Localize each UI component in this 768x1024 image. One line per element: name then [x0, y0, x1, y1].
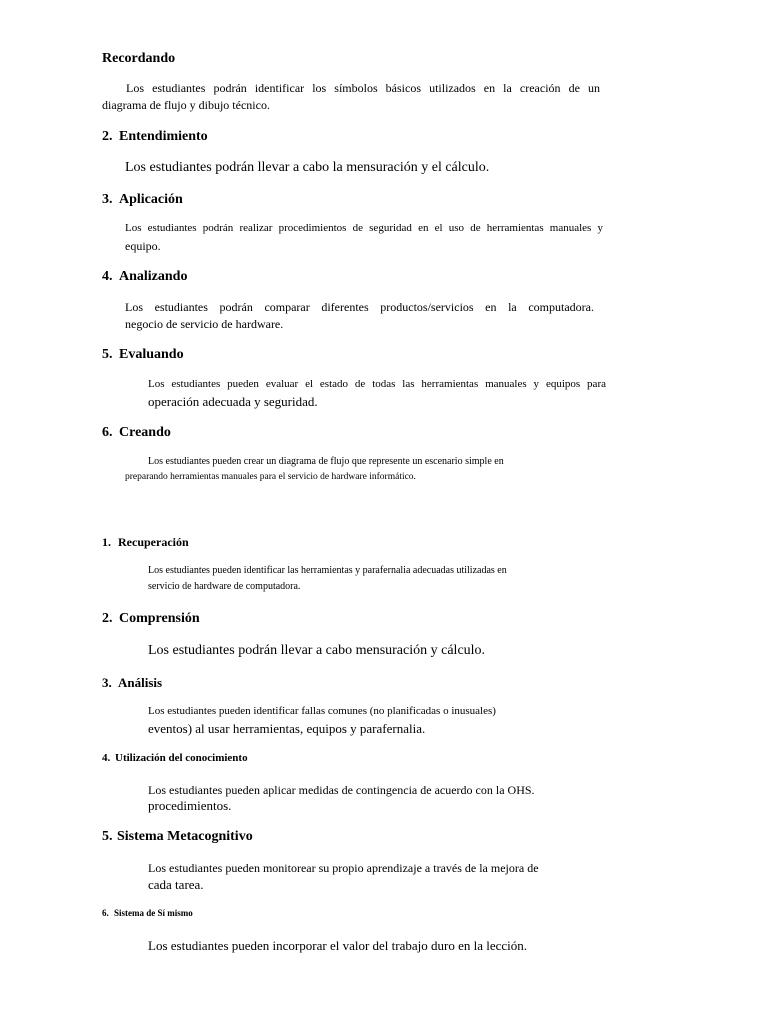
body-line: servicio de hardware de computadora.: [148, 581, 301, 592]
body-line: Los estudiantes pueden monitorear su propio aprendizaje a través de la mejora de: [148, 861, 539, 875]
heading-evaluando: Evaluando: [119, 347, 184, 362]
item-number: 5.: [102, 347, 113, 362]
body-line: Los estudiantes podrán llevar a cabo la mensuración y el cálculo.: [125, 160, 490, 175]
body-line: operación adecuada y seguridad.: [148, 394, 318, 409]
body-line: preparando herramientas manuales para el servicio de hardware informático.: [125, 472, 416, 482]
body-line: Los estudiantes pueden identificar fallas comunes (no planificadas o inusuales): [148, 705, 496, 717]
body-line: Los estudiantes pueden crear un diagrama de flujo que represente un escenario simple en: [148, 456, 504, 467]
body-line: procedimientos.: [148, 798, 232, 813]
item-number: 1.: [102, 535, 111, 549]
heading-aplicacion: Aplicación: [119, 192, 183, 207]
body-line: Los estudiantes podrán comparar diferentes productos/servicios en la computadora.: [125, 300, 594, 314]
body-line: Los estudiantes podrán llevar a cabo mensuración y cálculo.: [148, 643, 486, 658]
heading-recordando: Recordando: [102, 51, 176, 66]
heading-analizando: Analizando: [119, 269, 188, 284]
body-line: equipo.: [125, 239, 161, 253]
item-number: 2.: [102, 129, 113, 144]
heading-creando: Creando: [119, 425, 171, 440]
body-line: Los estudiantes podrán realizar procedimientos de seguridad en el uso de herramientas manuales y: [125, 222, 603, 234]
body-line: Los estudiantes pueden aplicar medidas de contingencia de acuerdo con la OHS.: [148, 783, 535, 797]
heading-utilizacion-conocimiento: Utilización del conocimiento: [115, 752, 248, 764]
item-number: 3.: [102, 675, 112, 690]
item-number: 5.: [102, 829, 113, 844]
body-line: eventos) al usar herramientas, equipos y parafernalia.: [148, 721, 426, 736]
heading-entendimiento: Entendimiento: [119, 129, 208, 144]
body-line: negocio de servicio de hardware.: [125, 317, 284, 331]
heading-analisis: Análisis: [118, 675, 163, 690]
body-line: Los estudiantes pueden identificar las herramientas y parafernalia adecuadas utilizadas en: [148, 565, 507, 576]
body-line: diagrama de flujo y dibujo técnico.: [102, 98, 270, 112]
item-number: 6.: [102, 908, 109, 918]
item-number: 2.: [102, 611, 113, 626]
body-line: Los estudiantes podrán identificar los símbolos básicos utilizados en la creación de un: [126, 81, 600, 95]
heading-sistema-si-mismo: Sistema de Sí mismo: [114, 908, 193, 918]
heading-sistema-metacognitivo: Sistema Metacognitivo: [117, 829, 253, 844]
item-number: 3.: [102, 192, 113, 207]
body-line: Los estudiantes pueden evaluar el estado de todas las herramientas manuales y equipos para: [148, 378, 606, 390]
body-line: cada tarea.: [148, 877, 204, 892]
heading-comprension: Comprensión: [119, 611, 200, 626]
item-number: 4.: [102, 752, 111, 764]
heading-recuperacion: Recuperación: [118, 535, 189, 549]
item-number: 4.: [102, 269, 113, 284]
item-number: 6.: [102, 425, 113, 440]
body-line: Los estudiantes pueden incorporar el valor del trabajo duro en la lección.: [148, 938, 528, 953]
